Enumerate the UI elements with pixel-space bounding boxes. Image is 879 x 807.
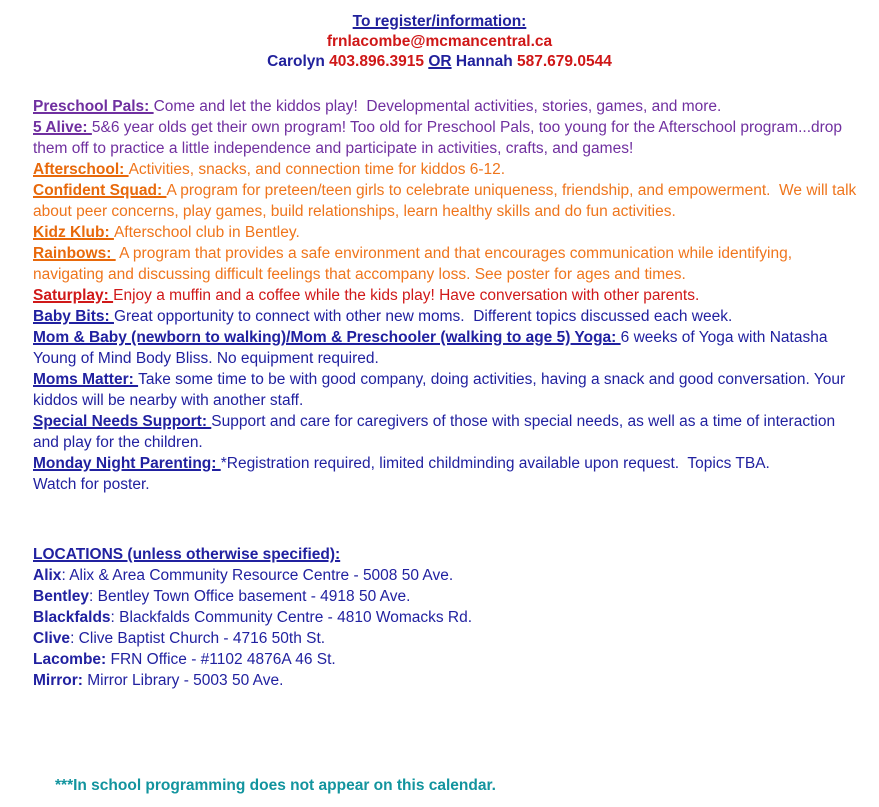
program-desc: Afterschool club in Bentley. — [113, 224, 300, 241]
contact-phone-2: 587.679.0544 — [517, 53, 612, 70]
program-mom-baby-yoga — [33, 327, 865, 369]
location-blackfalds — [33, 607, 865, 628]
contact-name-2: Hannah — [451, 53, 518, 70]
program-title: Afterschool: — [33, 161, 129, 178]
program-monday-night-parenting — [33, 453, 865, 474]
program-confident-squad — [33, 180, 865, 222]
location-desc: : Alix & Area Community Resource Centre - 5008 50 Ave. — [61, 567, 454, 584]
program-special-needs-support — [33, 411, 865, 453]
contact-phones-line — [0, 52, 879, 72]
program-title: 5 Alive: — [33, 119, 92, 136]
location-desc: : Clive Baptist Church - 4716 50th St. — [70, 630, 326, 647]
locations-section — [33, 544, 865, 691]
program-saturplay — [33, 285, 865, 306]
program-desc: Great opportunity to connect with other new moms. Different topics discussed each week. — [113, 308, 733, 325]
program-title: Kidz Klub: — [33, 224, 114, 241]
program-title: Special Needs Support: — [33, 413, 212, 430]
program-afterschool — [33, 159, 865, 180]
location-bentley — [33, 586, 865, 607]
contact-phone-1: 403.896.3915 — [329, 53, 424, 70]
location-lacombe — [33, 649, 865, 670]
location-clive — [33, 628, 865, 649]
program-moms-matter — [33, 369, 865, 411]
program-watch-for-poster — [33, 474, 865, 495]
location-name: Clive — [33, 630, 71, 647]
location-name: Alix — [33, 567, 62, 584]
program-title: Confident Squad: — [33, 182, 167, 199]
program-desc: Watch for poster. — [33, 476, 150, 493]
program-preschool-pals — [33, 96, 865, 117]
program-title: Monday Night Parenting: — [33, 455, 221, 472]
program-title: Saturplay: — [33, 287, 114, 304]
register-header — [0, 0, 879, 72]
program-desc: Come and let the kiddos play! Developmental activities, stories, games, and more. — [153, 98, 722, 115]
program-desc: Take some time to be with good company, doing activities, having a snack and good conversation. Your kiddos will be nearby with another staff. — [33, 371, 850, 409]
program-desc: Activities, snacks, and connection time for kiddos 6-12. — [128, 161, 506, 178]
register-title: To register/information: — [352, 13, 527, 30]
program-desc: Enjoy a muffin and a coffee while the kids play! Have conversation with other parents. — [113, 287, 700, 304]
location-desc: Mirror Library - 5003 50 Ave. — [82, 672, 284, 689]
location-desc: : Blackfalds Community Centre - 4810 Womacks Rd. — [110, 609, 473, 626]
locations-heading: LOCATIONS (unless otherwise specified): — [33, 546, 341, 563]
program-desc: A program that provides a safe environment and that encourages communication while identifying, navigating and discussing difficult feelings that accompany loss. See poster for ages and times. — [33, 245, 797, 283]
location-desc: : Bentley Town Office basement - 4918 50 Ave. — [89, 588, 411, 605]
program-desc: 6 weeks of Yoga with Natasha Young of Mind Body Bliss. No equipment required. — [33, 329, 832, 367]
contact-or-text: OR — [428, 53, 452, 70]
location-name: Mirror: — [33, 672, 83, 689]
location-mirror — [33, 670, 865, 691]
program-desc: 5&6 year olds get their own program! Too old for Preschool Pals, too young for the Afterschool program...drop them off to practice a little independence and participate in activities, crafts, and games! — [33, 119, 847, 157]
program-desc: Support and care for caregivers of those with special needs, as well as a time of interaction and play for the children. — [33, 413, 840, 451]
location-name: Bentley — [33, 588, 89, 605]
location-name: Lacombe: — [33, 651, 107, 668]
contact-name-1: Carolyn — [267, 53, 330, 70]
contact-email: frnlacombe@mcmancentral.ca — [326, 33, 553, 50]
program-desc: A program for preteen/teen girls to celebrate uniqueness, friendship, and empowerment. We will talk about peer concerns, play games, build relationships, learn healthy skills and do fun activities. — [33, 182, 861, 220]
program-title: Preschool Pals: — [33, 98, 154, 115]
location-desc: FRN Office - #1102 4876A 46 St. — [106, 651, 336, 668]
program-title: Rainbows: — [33, 245, 116, 262]
program-rainbows — [33, 243, 865, 285]
program-title: Moms Matter: — [33, 371, 139, 388]
location-name: Blackfalds — [33, 609, 111, 626]
program-title: Baby Bits: — [33, 308, 114, 325]
program-baby-bits — [33, 306, 865, 327]
program-title: Mom & Baby (newborn to walking)/Mom & Preschooler (walking to age 5) Yoga: — [33, 329, 621, 346]
program-kidz-klub — [33, 222, 865, 243]
program-desc: *Registration required, limited childminding available upon request. Topics TBA. — [220, 455, 770, 472]
program-5-alive — [33, 117, 865, 159]
programs-list — [33, 96, 865, 796]
location-alix — [33, 565, 865, 586]
in-school-note: ***In school programming does not appear on this calendar. — [55, 777, 496, 794]
